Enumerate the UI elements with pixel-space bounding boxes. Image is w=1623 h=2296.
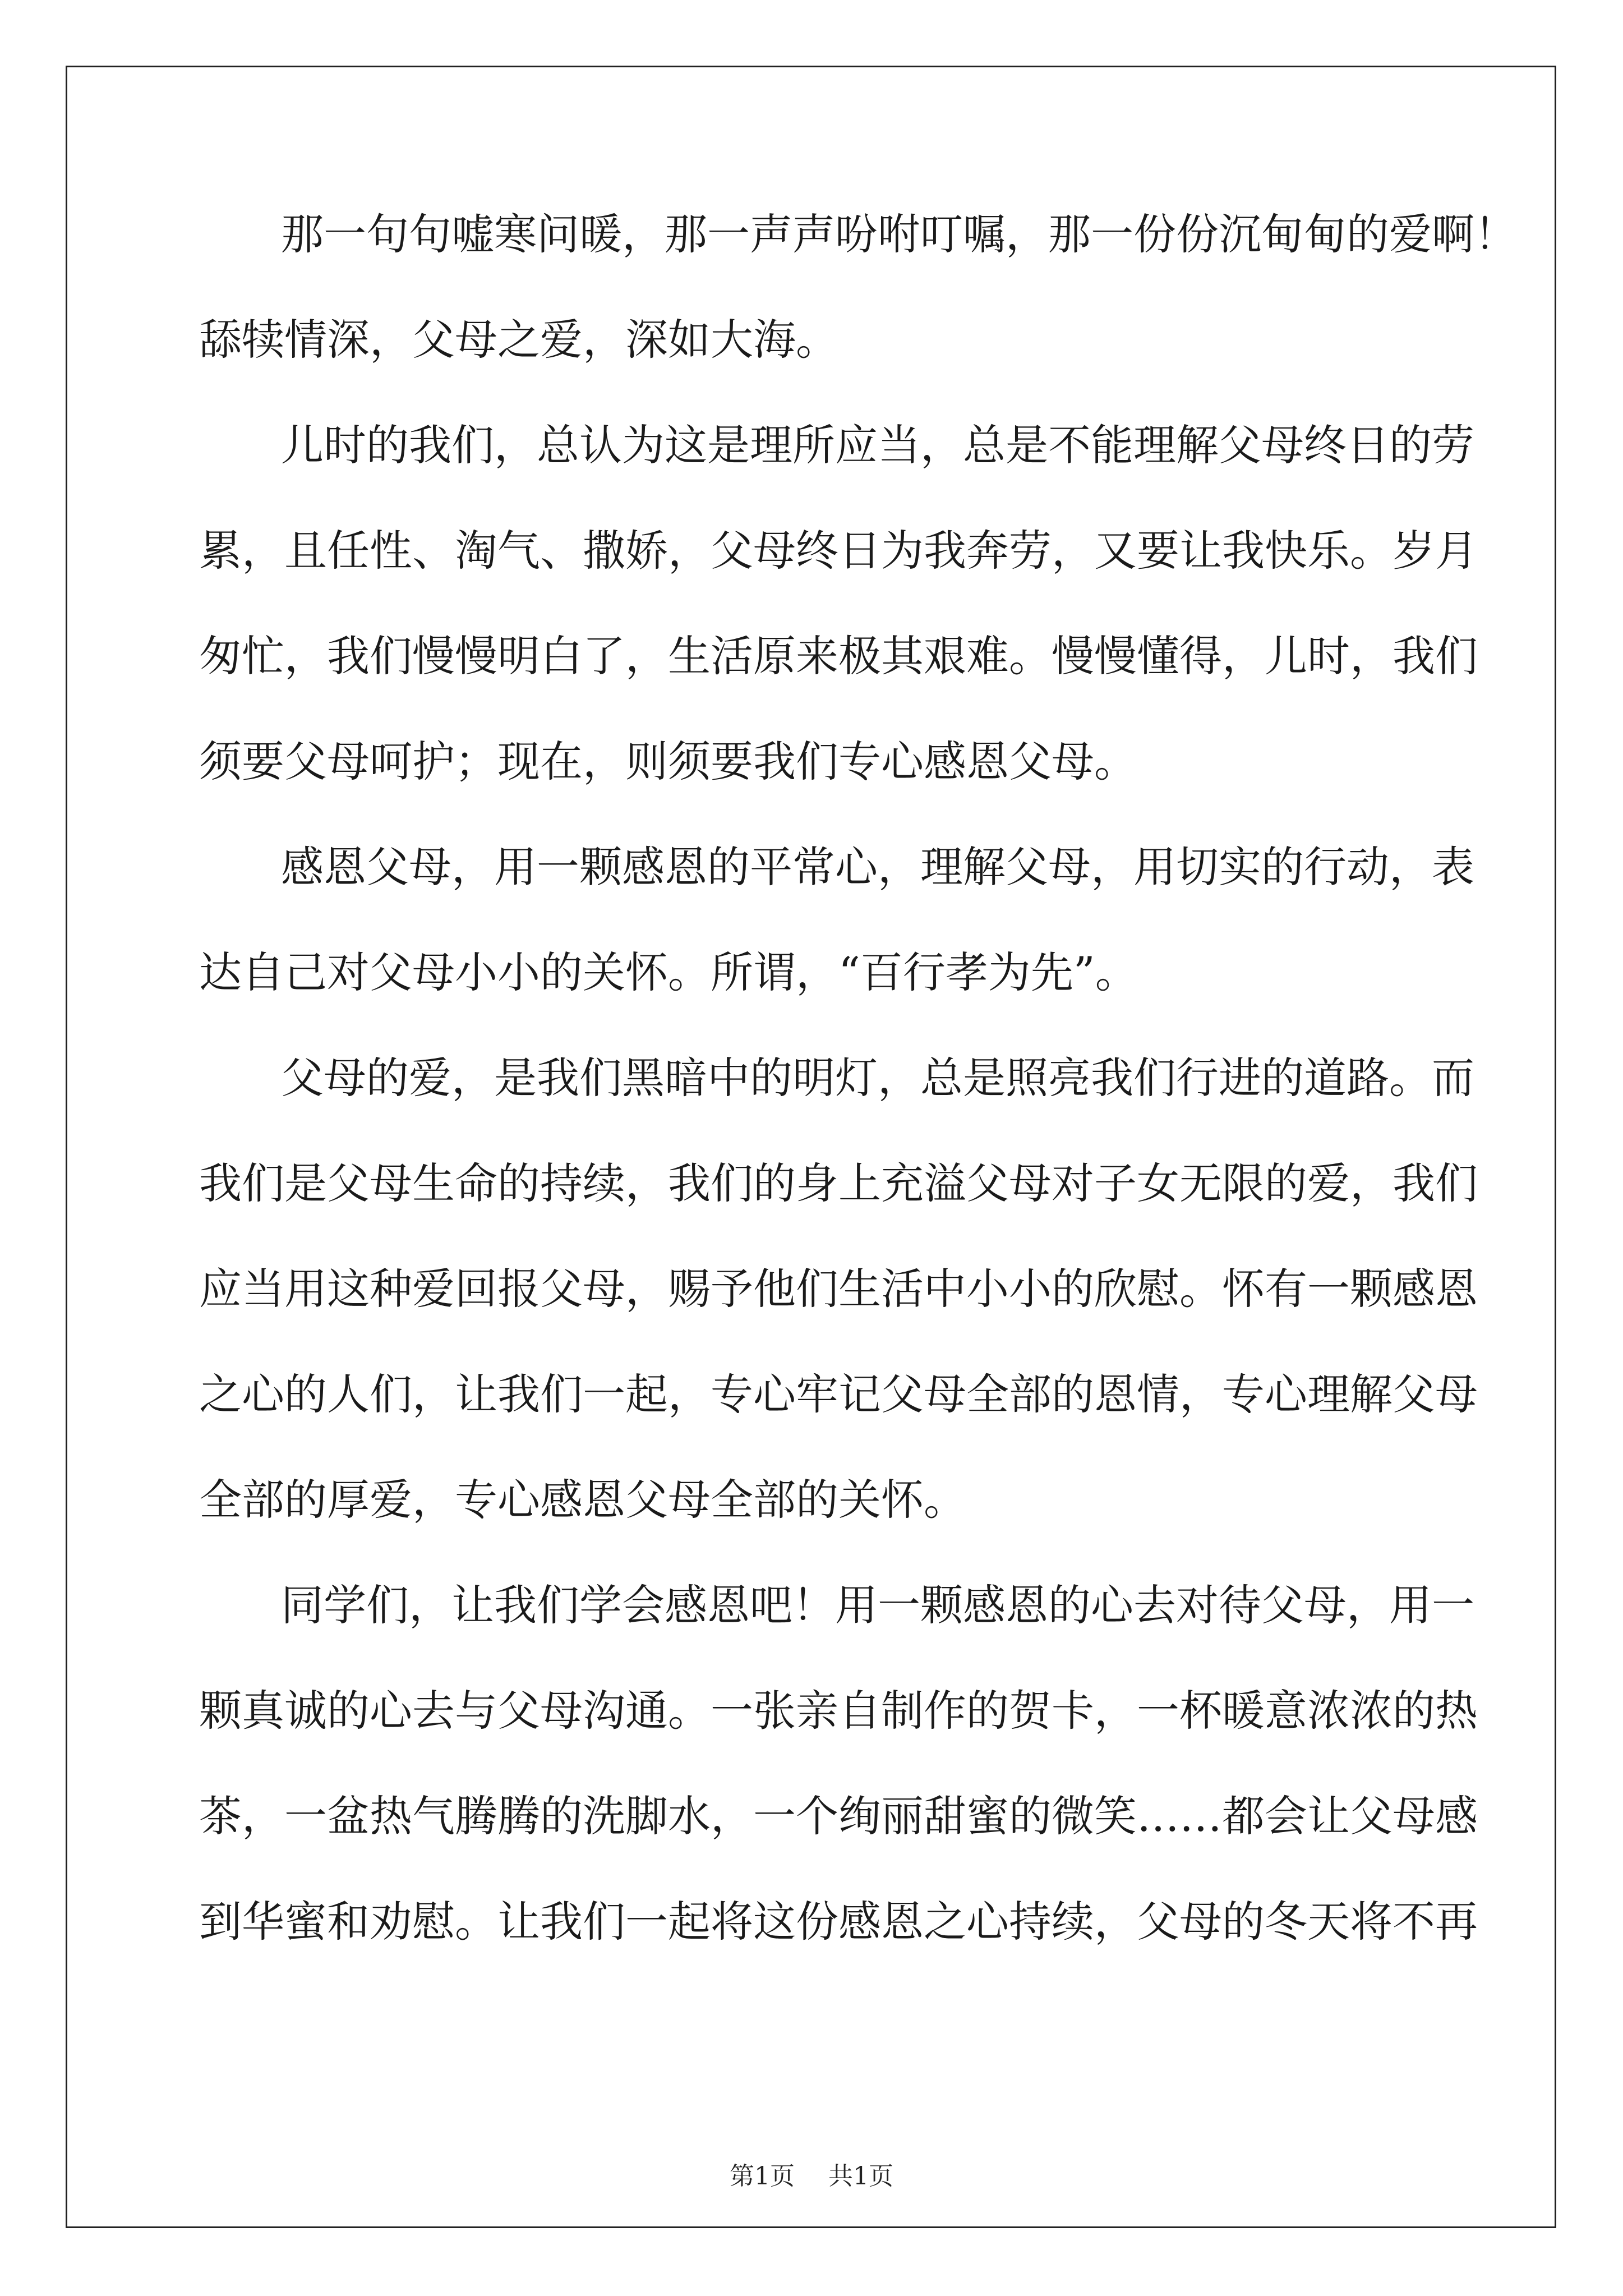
text-line: 同学们，让我们学会感恩吧！用一颗感恩的心去对待父母，用一 (281, 1580, 1474, 1630)
text-line: 那一句句嘘寒问暖，那一声声吩咐叮嘱，那一份份沉甸甸的爱啊！ (281, 209, 1517, 259)
text-line: 父母的爱，是我们黑暗中的明灯，总是照亮我们行进的道路。而 (281, 1053, 1474, 1103)
page-number-total: 共1页 (828, 2162, 893, 2191)
text-line: 须要父母呵护；现在，则须要我们专心感恩父母。 (199, 737, 1137, 786)
text-line: 我们是父母生命的持续，我们的身上充溢父母对子女无限的爱，我们 (199, 1158, 1478, 1208)
page-footer (0, 2162, 1623, 2191)
text-line: 达自己对父母小小的关怀。所谓，“百行孝为先”。 (199, 947, 1138, 997)
text-line: 颗真诚的心去与父母沟通。一张亲自制作的贺卡，一杯暖意浓浓的热 (199, 1686, 1478, 1736)
text-line: 舔犊情深，父母之爱，深如大海。 (199, 315, 838, 365)
text-line: 全部的厚爱，专心感恩父母全部的关怀。 (199, 1475, 966, 1525)
text-line: 到华蜜和劝慰。让我们一起将这份感恩之心持续，父母的冬天将不再 (199, 1897, 1478, 1947)
text-line: 匆忙，我们慢慢明白了，生活原来极其艰难。慢慢懂得，儿时，我们 (199, 631, 1478, 681)
text-line: 茶，一盆热气腾腾的洗脚水，一个绚丽甜蜜的微笑……都会让父母感 (199, 1791, 1478, 1841)
text-line: 应当用这种爱回报父母，赐予他们生活中小小的欣慰。怀有一颗感恩 (199, 1264, 1478, 1314)
text-line: 之心的人们，让我们一起，专心牢记父母全部的恩情，专心理解父母 (199, 1369, 1478, 1419)
text-line: 累，且任性、淘气、撒娇，父母终日为我奔劳，又要让我快乐。岁月 (199, 526, 1478, 576)
text-line: 儿时的我们，总认为这是理所应当，总是不能理解父母终日的劳 (281, 420, 1474, 470)
page-number-current: 第1页 (730, 2162, 795, 2191)
document-body (199, 209, 1517, 2006)
text-line: 感恩父母，用一颗感恩的平常心，理解父母，用切实的行动，表 (281, 842, 1474, 892)
